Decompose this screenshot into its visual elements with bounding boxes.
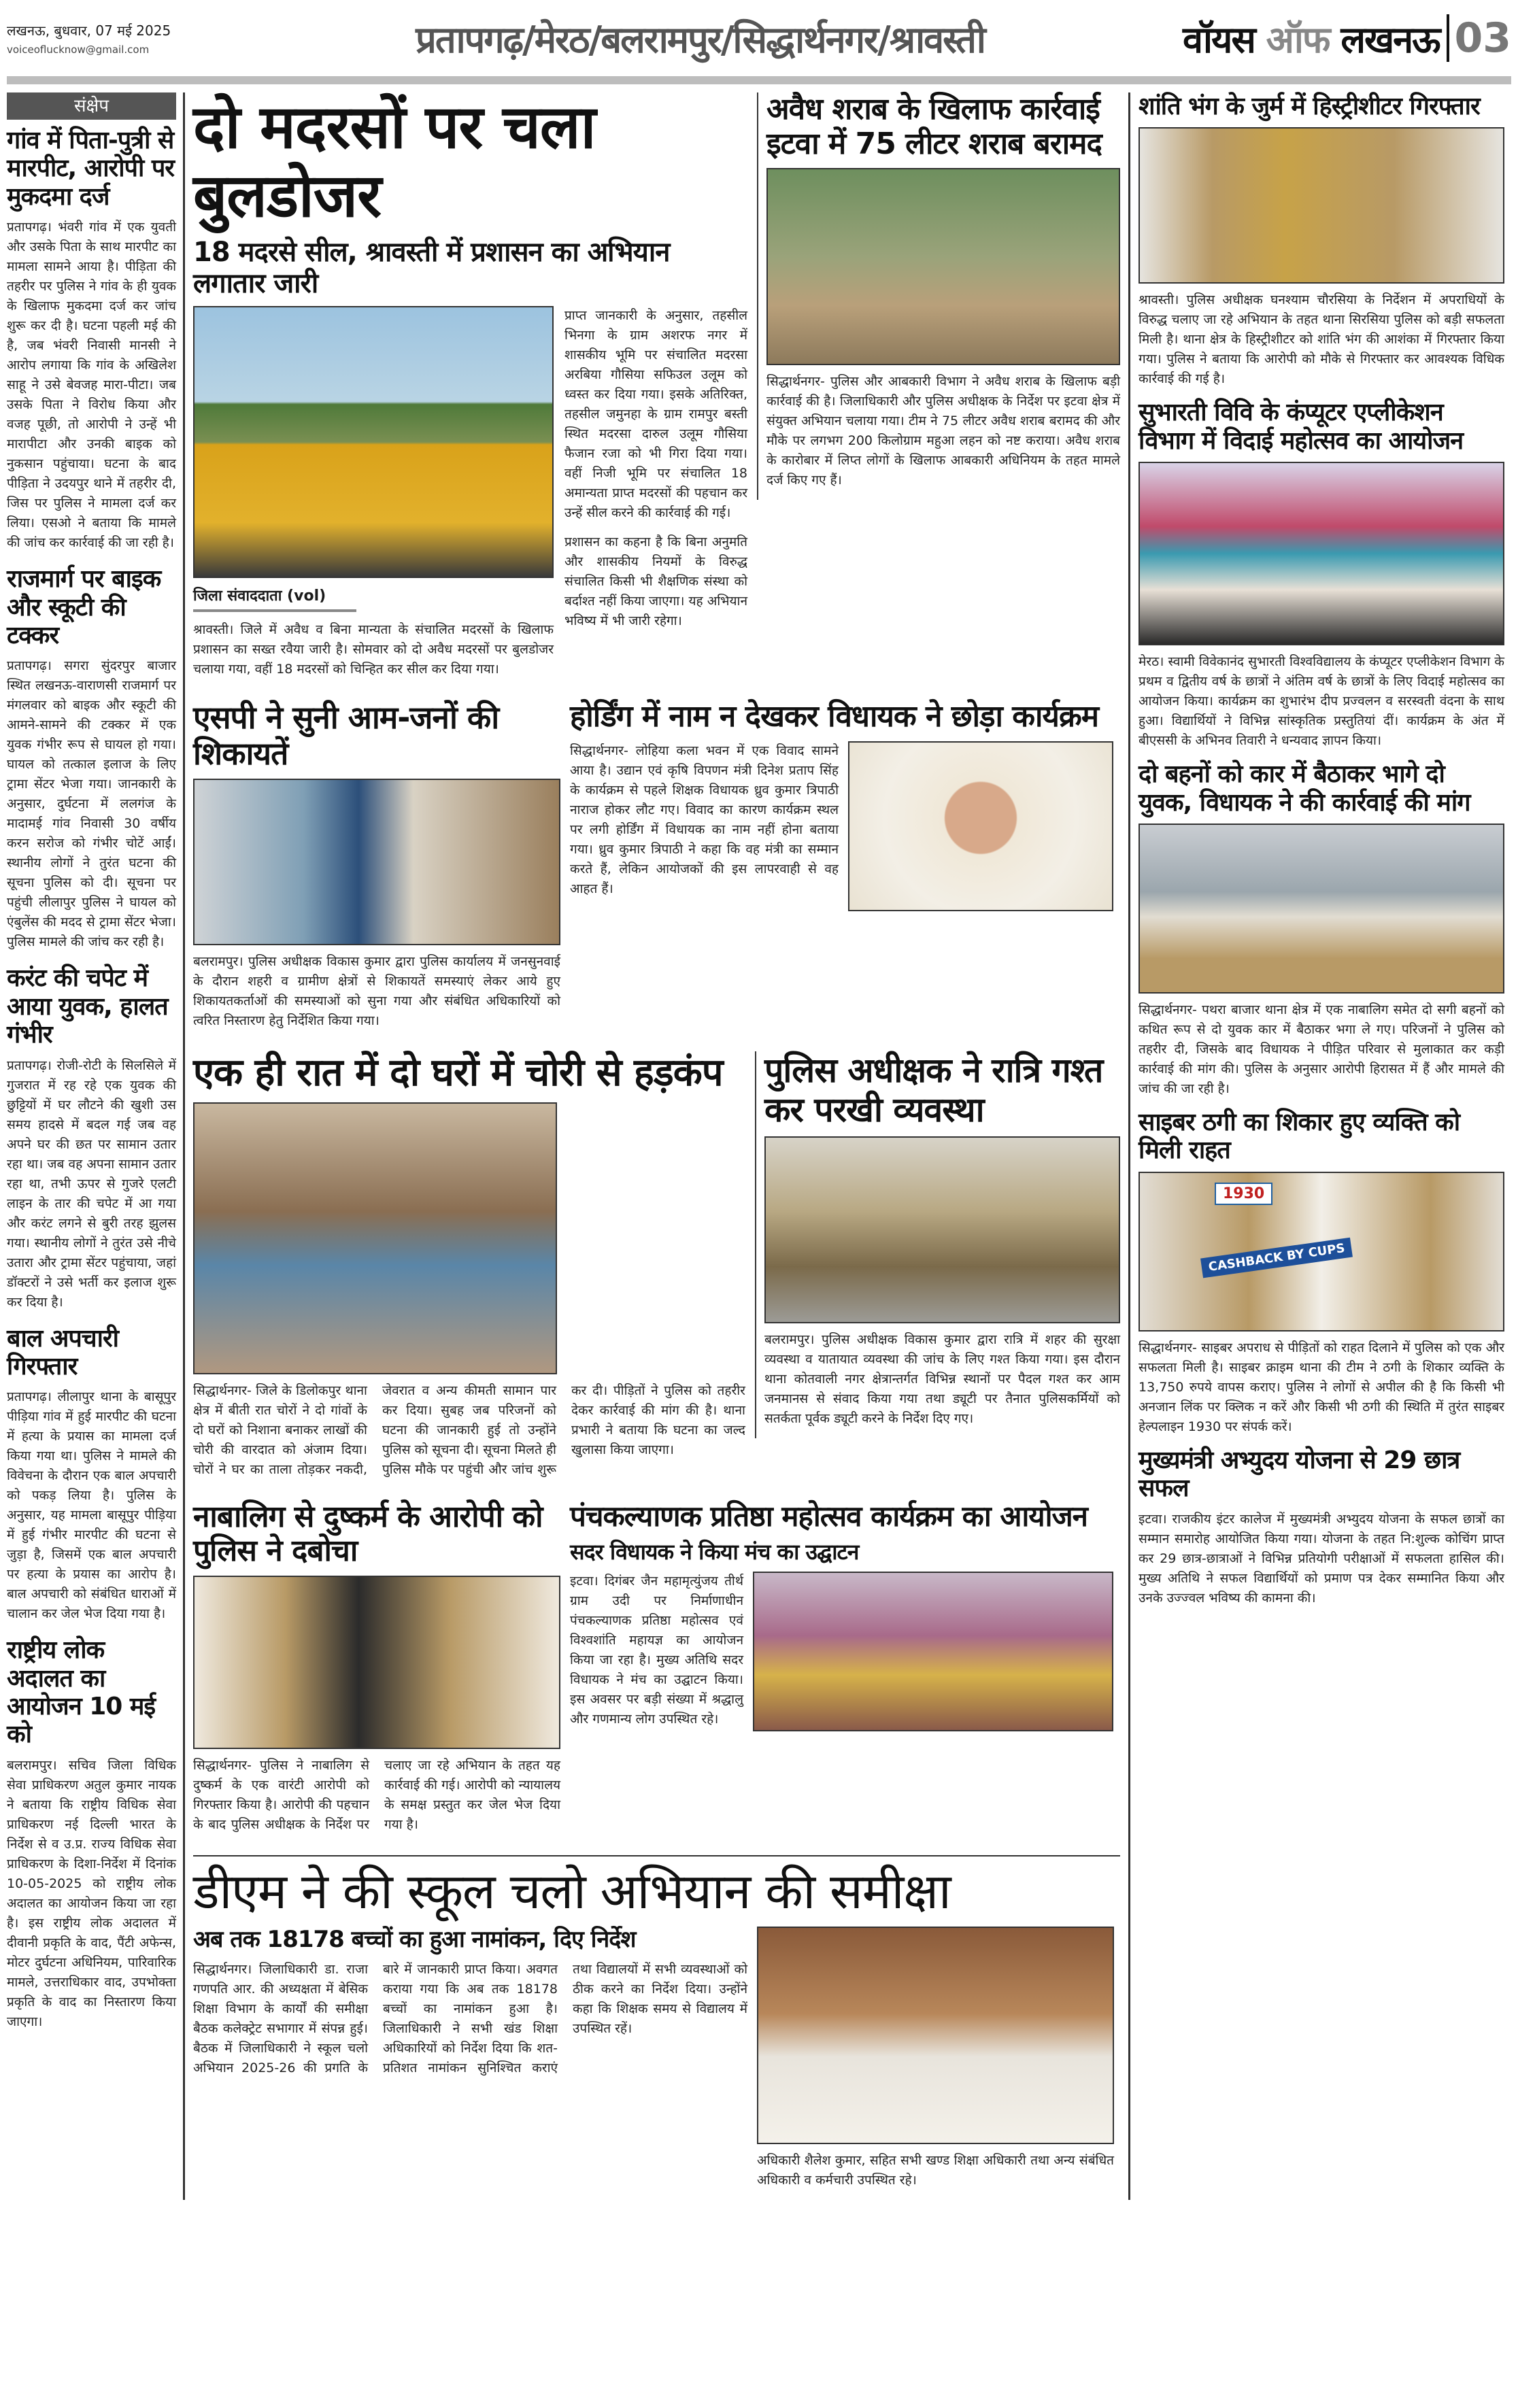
hoarding-body	[570, 741, 1114, 918]
article-body: सिद्धार्थनगर- पुलिस और आबकारी विभाग ने अवैध शराब के खिलाफ बड़ी कार्रवाई की है। जिलाधिकारी और पुलिस अधीक्षक के निर्देश पर इटवा क्षेत्र में संयुक्त अभियान चलाया गया। टीम ने 75 लीटर अवैध शराब बरामद की और मौके पर लगभग 200 किलोग्राम महुआ लहन को नष्ट कराया। अवैध शराब के कारोबार में लिप्त लोगों के खिलाफ आबकारी अधिनियम के तहत मामले दर्ज किए गए हैं।	[766, 374, 1120, 488]
theft-scene-photo	[193, 1102, 557, 1374]
article-body: बलरामपुर। पुलिस अधीक्षक विकास कुमार द्वारा पुलिस कार्यालय में जनसुनवाई के दौरान शहरी व ग्रामीण क्षेत्रों से शिकायतें समस्याएं लेकर आये हुए शिकायतकर्ताओं की समस्याओं को सुना गया और संबंधित अधिकारियों को त्वरित निस्तारण हेतु निर्देशित किया गया।	[193, 954, 560, 1029]
article-body: प्रशासन का कहना है कि बिना अनुमति और शासकीय नियमों के विरुद्ध संचालित किसी भी शैक्षणिक संस्था को बर्दाश्त नहीं किया जाएगा। यह अभियान भविष्य में भी जारी रहेगा।	[564, 535, 747, 629]
article-headline: डीएम ने की स्कूल चलो अभियान की समीक्षा	[193, 1862, 951, 1920]
night-patrol-photo	[764, 1136, 1120, 1323]
article-body: प्रतापगढ़। सगरा सुंदरपुर बाजार स्थित लखनऊ-वाराणसी राजमार्ग पर मंगलवार को बाइक और स्कूटी की आमने-सामने की टक्कर में एक युवक गंभीर रूप से घायल हो गया। घायल को तत्काल इलाज के लिए ट्रामा सेंटर भेजा गया। जानकारी के अनुसार, दुर्घटना में ललगंज के मादामई गांव निवासी 30 वर्षीय करन सरोज को गंभीर चोटें आईं। स्थानीय लोगों ने तुरंत घटना की सूचना पुलिस को दी। सूचना पर पहुंची लीलापुर पुलिस ने घायल को एंबुलेंस की मदद से ट्रामा सेंटर भेजा। पुलिस मामले की जांच कर रही है।	[7, 658, 176, 950]
article-headline: एसपी ने सुनी आम-जनों की शिकायतें	[193, 699, 499, 773]
article-headline: दो बहनों को कार में बैठाकर भागे दो युवक, विधायक ने की कार्रवाई की मांग	[1138, 760, 1470, 817]
article-body: प्रतापगढ़। लीलापुर थाना के बासूपुर पीड़िया गांव में हुई मारपीट की घटना में हत्या के प्रयास का मामला दर्ज किया गया था। पुलिस ने मामले की विवेचना के दौरान एक बाल अपचारी को पकड़ लिया है। पुलिस के अनुसार, यह मामला बासूपुर पीड़िया में हुई गंभीर मारपीट की घटना से जुड़ा है, जिसमें एक बाल अपचारी पर हत्या के प्रयास का आरोप है। बाल अपचारी को संबंधित धाराओं में चालान कर जेल भेज दिया गया है।	[7, 1389, 176, 1622]
article-body: प्रतापगढ़। भंवरी गांव में एक युवती और उसके पिता के साथ मारपीट का मामला सामने आया है। पीड़िता की तहरीर पर पुलिस ने गांव के ही युवक के खिलाफ मुकदमा दर्ज कर जांच शुरू कर दी है। घटना पहली मई की है, जब भंवरी निवासी मानसी ने आरोप लगाया कि गांव के अखिलेश साहू ने उसे बेवजह मारा-पीटा। जब उसके पिता ने विरोध किया और वजह पूछी, तो आरोपी ने उन्हें भी मारापीटा और उनकी बाइक को नुकसान पहुंचाया। घटना के बाद पीड़िता ने उदयपुर थाने में तहरीर दी, जिस पर पुलिस ने मामला दर्ज कर लिया। एसओ ने बताया कि मामले की जांच कर कार्रवाई की जा रही है।	[7, 220, 176, 551]
abhyuday-story	[1138, 1446, 1504, 1608]
news-row	[193, 1051, 1120, 1489]
lead-body	[193, 306, 747, 689]
brief-article	[7, 126, 176, 553]
article-headline: साइबर ठगी का शिकार हुए व्यक्ति को मिली राहत	[1138, 1108, 1460, 1165]
dm-school-body	[193, 1927, 1120, 2200]
hoarding-story	[570, 700, 1114, 918]
public-hearing-photo	[193, 779, 560, 945]
article-body: बलरामपुर। पुलिस अधीक्षक विकास कुमार द्वारा रात्रि में शहर की सुरक्षा व्यवस्था व यातायात व्यवस्था की जांच के लिए गश्त किया गया। इस दौरान थाना कोतवाली नगर क्षेत्रान्तर्गत विभिन्न स्थानों पर पैदल गश्त कर आम जनमानस से संवाद किया गया तथा ड्यूटी पर तैनात पुलिसकर्मियों को सतर्कता पूर्वक ड्यूटी करने के निर्देश दिए गए।	[764, 1332, 1120, 1427]
page-number: 03	[1447, 14, 1512, 62]
article-body: सिद्धार्थनगर- साइबर अपराध से पीड़ितों को राहत दिलाने में पुलिस को एक और सफलता मिली है। साइबर क्राइम थाना की टीम ने ठगी के शिकार व्यक्ति के 13,750 रुपये वापस कराए। पुलिस ने लोगों से अपील की है कि किसी भी अनजान लिंक पर क्लिक न करें और किसी भी ठगी की स्थिति में तुरंत साइबर हेल्पलाइन 1930 पर संपर्क करें।	[1138, 1340, 1504, 1434]
masthead-word: लखनऊ	[1340, 18, 1440, 61]
lead-left	[193, 306, 554, 689]
brief-article	[7, 565, 176, 952]
issue-info	[7, 21, 231, 56]
farewell-story	[1138, 398, 1504, 751]
article-body: मेरठ। स्वामी विवेकानंद सुभारती विश्वविद्यालय के कंप्यूटर एप्लीकेशन विभाग के प्रथम व द्वितीय वर्ष के छात्रों ने अंतिम वर्ष के छात्रों के लिए विदाई महोत्सव का आयोजन किया। कार्यक्रम का शुभारंभ दीप प्रज्वलन व सरस्वती वंदना के साथ हुआ। विद्यार्थियों ने विभिन्न सांस्कृतिक प्रस्तुतियां दीं। कार्यक्रम के अंत में बीएससी के अभिनव तिवारी ने धन्यवाद ज्ञापन किया।	[1138, 654, 1504, 749]
page-columns	[0, 84, 1518, 2214]
article-headline: करंट की चपेट में आया युवक, हालत गंभीर	[7, 964, 168, 1049]
lead-right	[564, 306, 747, 689]
sisters-story	[1138, 760, 1504, 1099]
article-headline: नाबालिग से दुष्कर्म के आरोपी को पुलिस ने दबोचा	[193, 1499, 543, 1569]
right-column	[1130, 92, 1504, 2200]
masthead-word: वॉयस	[1182, 18, 1255, 61]
history-sheeter-arrest-photo	[1138, 127, 1504, 284]
dm-school-story	[193, 1855, 1120, 2200]
mla-meeting-photo	[1138, 824, 1504, 994]
ceremony-photo	[753, 1572, 1113, 1731]
bulldozer-photo	[193, 306, 554, 578]
article-headline: राष्ट्रीय लोक अदालत का आयोजन 10 मई को	[7, 1636, 156, 1749]
article-body: श्रावस्ती। जिले में अवैध व बिना मान्यता के संचालित मदरसों के खिलाफ प्रशासन का सख्त रवैया जारी है। सोमवार को दो अवैध मदरसों पर बुलडोजर चलाया गया, वहीं 18 मदरसों को चिन्हित कर सील कर दिया गया।	[193, 622, 554, 677]
article-body: श्रावस्ती। पुलिस अधीक्षक घनश्याम चौरसिया के निर्देशन में अपराधियों के विरुद्ध चलाए जा रहे अभियान के तहत थाना सिरसिया पुलिस को बड़ी सफलता मिली है। थाना क्षेत्र के हिस्ट्रीशीटर को शांति भंग की आशंका में गिरफ्तार किया गया। पुलिस ने बताया कि आरोपी को मौके से गिरफ्तार कर आवश्यक विधिक कार्रवाई की गई है।	[1138, 292, 1504, 387]
article-body: सिद्धार्थनगर- पथरा बाजार थाना क्षेत्र में एक नाबालिग समेत दो सगी बहनों को कथित रूप से दो युवक कार में बैठाकर भगा ले गए। परिजनों ने पुलिस को तहरीर दी, जिसके बाद विधायक ने पीड़ित परिवार से मुलाकात कर कड़ी कार्रवाई की मांग की। पुलिस के अनुसार आरोपी हिरासत में हैं और मामले की जांच की जा रही है।	[1138, 1002, 1504, 1096]
lead-subheadline: 18 मदरसे सील, श्रावस्ती में प्रशासन का अभियान लगातार जारी	[193, 237, 670, 300]
contact-email: voiceoflucknow@gmail.com	[7, 43, 150, 56]
masthead-logo	[1183, 13, 1440, 63]
brief-column	[7, 92, 185, 2200]
minor-arrest-story	[193, 1500, 560, 1844]
section-title: प्रतापगढ़/मेरठ/बलरामपुर/सिद्धार्थनगर/श्रावस्ती	[416, 18, 985, 61]
header-rule	[7, 76, 1511, 84]
article-headline: सुभारती विवि के कंप्यूटर एप्लीकेशन विभाग में विदाई महोत्सव का आयोजन	[1138, 398, 1464, 455]
brief-section-label: संक्षेप	[7, 92, 176, 120]
night-patrol-story	[755, 1051, 1120, 1438]
news-row	[193, 700, 1120, 1040]
article-body: प्राप्त जानकारी के अनुसार, तहसील भिनगा के ग्राम अशरफ नगर में शासकीय भूमि पर संचालित मदरसा अरबिया गौसिया सफिउल उलूम को ध्वस्त कर दिया गया। इसके अतिरिक्त, तहसील जमुनहा के ग्राम रामपुर बस्ती स्थित मदरसा दारुल उलूम गौसिया फैजान रजा को भी गिरा दिया गया। वहीं निजी भूमि पर संचालित 18 अमान्यता प्राप्त मदरसों की पहचान कर उन्हें सील करने की कार्रवाई की गई।	[564, 308, 747, 521]
article-headline: पुलिस अधीक्षक ने रात्रि गश्त कर परखी व्यवस्था	[764, 1051, 1103, 1130]
article-body: सिद्धार्थनगर। जिलाधिकारी डा. राजा गणपति आर. की अध्यक्षता में बेसिक शिक्षा विभाग के कार्यों की समीक्षा बैठक कलेक्ट्रेट सभागार में संपन्न हुई। बैठक में जिलाधिकारी ने स्कूल चलो अभियान 2025-26 की प्रगति के बारे में जानकारी प्राप्त किया। अवगत कराया गया कि अब तक 18178 बच्चों का नामांकन हुआ है। जिलाधिकारी ने सभी खंड शिक्षा अधिकारियों को निर्देश दिया कि शत-प्रतिशत नामांकन सुनिश्चित कराएं तथा विद्यालयों में सभी व्यवस्थाओं को ठीक करने का निर्देश दिया। उन्होंने कहा कि शिक्षक समय से विद्यालय में उपस्थित रहें।	[193, 1961, 747, 2075]
news-row	[193, 1500, 1120, 1844]
farewell-group-photo	[1138, 462, 1504, 645]
article-body: इटवा। राजकीय इंटर कालेज में मुख्यमंत्री अभ्युदय योजना के सफल छात्रों का सम्मान समारोह आयोजित किया गया। योजना के तहत नि:शुल्क कोचिंग प्राप्त कर 29 छात्र-छात्राओं ने विभिन्न प्रतियोगी परीक्षाओं में सफलता हासिल की। मुख्य अतिथि ने सफल विद्यार्थियों को प्रमाण पत्र देकर सम्मानित किया और उनके उज्ज्वल भविष्य की कामना की।	[1138, 1511, 1504, 1606]
panchkalyanak-body	[570, 1572, 1114, 1739]
history-sheeter-story	[1138, 92, 1504, 389]
arrest-photo	[193, 1576, 560, 1749]
mla-portrait-photo	[848, 741, 1113, 911]
article-headline: पंचकल्याणक प्रतिष्ठा महोत्सव कार्यक्रम का आयोजन	[570, 1499, 1087, 1533]
article-body: इटवा। दिगंबर जैन महामृत्युंजय तीर्थ ग्राम उदी पर निर्माणाधीन पंचकल्याणक प्रतिष्ठा महोत्सव एवं विश्वशांति महायज्ञ का आयोजन किया जा रहा है। मुख्य अतिथि सदर विधायक ने मंच का उद्घाटन किया। इस अवसर पर बड़ी संख्या में श्रद्धालु और गणमान्य लोग उपस्थित रहे।	[570, 1573, 743, 1727]
article-headline: होर्डिंग में नाम न देखकर विधायक ने छोड़ा कार्यक्रम	[570, 699, 1099, 734]
article-headline: राजमार्ग पर बाइक और स्कूटी की टक्कर	[7, 565, 161, 649]
dm-school-photo-block	[757, 1927, 1114, 2200]
article-headline: शांति भंग के जुर्म में हिस्ट्रीशीटर गिरफ्तार	[1138, 92, 1480, 120]
article-body: सिद्धार्थनगर- लोहिया कला भवन में एक विवाद सामने आया है। उद्यान एवं कृषि विपणन मंत्री दिनेश प्रताप सिंह के कार्यक्रम से पहले शिक्षक विधायक ध्रुव कुमार त्रिपाठी नाराज होकर लौट गए। विवाद का कारण कार्यक्रम स्थल पर लगी होर्डिंग में विधायक का नाम नहीं होना बताया गया। ध्रुव कुमार त्रिपाठी ने कहा कि वह मंत्री का सम्मान करते हैं, लेकिन आयोजकों की इस लापरवाही से वह आहत हैं।	[570, 743, 839, 896]
liquor-raid-photo	[766, 168, 1120, 365]
article-body: सिद्धार्थनगर- जिले के डिलोकपुर थाना क्षेत्र में बीती रात चोरों ने दो गांवों के दो घरों को निशाना बनाकर लाखों की चोरी की वारदात को अंजाम दिया। चोरों ने घर का ताला तोड़कर नकदी, जेवरात व अन्य कीमती सामान पार कर दिया। सुबह जब परिजनों को घटना की जानकारी हुई तो उन्होंने पुलिस को सूचना दी। सूचना मिलते ही पुलिस मौके पर पहुंची और जांच शुरू कर दी। पीड़ितों ने पुलिस को तहरीर देकर कार्रवाई की मांग की है। थाना प्रभारी ने बताया कि घटना का जल्द खुलासा किया जाएगा।	[193, 1383, 745, 1477]
article-headline: बाल अपचारी गिरफ्तार	[7, 1324, 119, 1380]
photo-caption: अधिकारी शैलेश कुमार, सहित सभी खण्ड शिक्षा अधिकारी तथा अन्य संबंधित अधिकारी व कर्मचारी उपस्थित रहे।	[757, 2152, 1114, 2188]
article-headline: अवैध शराब के खिलाफ कार्रवाई इटवा में 75 लीटर शराब बरामद	[766, 92, 1102, 161]
article-subheadline: अब तक 18178 बच्चों का हुआ नामांकन, दिए निर्देश	[193, 1925, 636, 1953]
liquor-story	[757, 92, 1120, 500]
article-body: सिद्धार्थनगर- पुलिस ने नाबालिग से दुष्कर्म के एक वारंटी आरोपी को गिरफ्तार किया है। आरोपी की पहचान के बाद पुलिस अधीक्षक के निर्देश पर चलाए जा रहे अभियान के तहत यह कार्रवाई की गई। आरोपी को न्यायालय के समक्ष प्रस्तुत कर जेल भेज दिया गया है।	[193, 1757, 560, 1832]
lead-story	[193, 92, 747, 689]
masthead-word: ऑफ	[1266, 18, 1330, 61]
theft-story	[193, 1051, 745, 1489]
article-headline: गांव में पिता-पुत्री से मारपीट, आरोपी पर मुकदमा दर्ज	[7, 126, 175, 211]
sp-complaints-story	[193, 700, 560, 1040]
article-headline: एक ही रात में दो घरों में चोरी से हड़कंप	[193, 1051, 723, 1096]
lead-headline: दो मदरसों पर चला बुलडोजर	[193, 92, 596, 231]
brief-article	[7, 1636, 176, 2032]
article-body: बलरामपुर। सचिव जिला विधिक सेवा प्राधिकरण अतुल कुमार नायक ने बताया कि राष्ट्रीय विधिक सेवा प्राधिकरण नई दिल्ली भारत के निर्देश से व उ.प्र. राज्य विधिक सेवा प्राधिकरण के दिशा-निर्देश में दिनांक 10-05-2025 को राष्ट्रीय लोक अदालत का आयोजन किया जा रहा है। इस राष्ट्रीय लोक अदालत में दीवानी प्रकृति के वाद, पैंटी अफेन्स, मोटर दुर्घटना अधिनियम, पारिवारिक मामले, उत्तराधिकार वाद, उपभोक्ता प्रकृति के वाद का निस्तारण किया जाएगा।	[7, 1757, 176, 2029]
main-news-area	[185, 92, 1130, 2200]
article-subheadline: सदर विधायक ने किया मंच का उद्घाटन	[570, 1538, 859, 1565]
panchkalyanak-story	[570, 1500, 1114, 1739]
brief-article	[7, 964, 176, 1312]
issue-date: लखनऊ, बुधवार, 07 मई 2025	[7, 22, 171, 39]
cyber-story	[1138, 1108, 1504, 1437]
cashback-banner: CASHBACK BY CUPS	[1200, 1237, 1353, 1278]
review-meeting-photo	[757, 1927, 1114, 2144]
brief-article	[7, 1325, 176, 1625]
news-row	[193, 92, 1120, 689]
helpline-banner: 1930	[1215, 1183, 1272, 1205]
byline: जिला संवाददाता (vol)	[193, 585, 356, 612]
article-body: प्रतापगढ़। रोजी-रोटी के सिलसिले में गुजरात में रह रहे एक युवक की छुट्टियों में घर लौटने की खुशी उस समय हादसे में बदल गई जब वह अपने घर की छत पर सामान उतार रहा था। जब वह अपना सामान उतार रहा था, तभी ऊपर से गुजरे एलटी लाइन के तार की चपेट में आ गया और करंट लगने से बुरी तरह झुलस गया। स्थानीय लोगों ने तुरंत उसे नीचे उतारा और ट्रामा सेंटर पहुंचाया, जहां डॉक्टरों ने उसे भर्ती कर इलाज शुरू कर दिया है।	[7, 1057, 176, 1310]
dm-school-text	[193, 1927, 747, 2200]
cyber-relief-photo	[1138, 1172, 1504, 1332]
page-header	[0, 0, 1518, 76]
article-headline: मुख्यमंत्री अभ्युदय योजना से 29 छात्र सफल	[1138, 1446, 1460, 1503]
